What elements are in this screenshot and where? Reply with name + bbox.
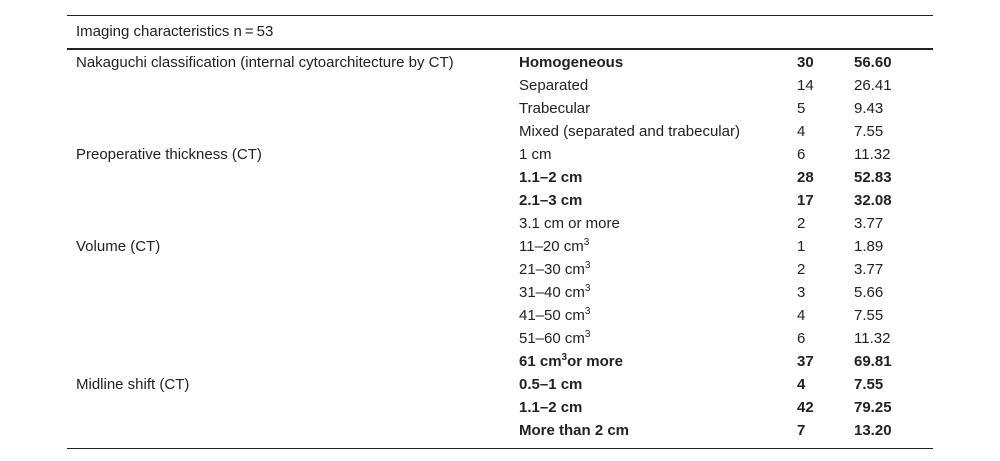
count-cell: 2 [797,215,806,232]
category-cell [519,350,791,373]
count-cell: 7 [797,422,806,439]
category-cell [519,74,791,97]
category-cell [519,189,791,212]
category-cell [519,235,791,258]
percent-cell: 7.55 [854,307,884,324]
category-text: Mixed (separated and trabecular) [519,123,740,140]
category-cell [519,373,791,396]
percent-cell: 11.32 [854,330,891,347]
table-row [67,327,933,350]
table-row [67,281,933,304]
category-cell [519,143,791,166]
count-cell: 17 [797,192,814,209]
percent-cell: 3.77 [854,215,884,232]
row-group-label [67,281,519,304]
table-body [67,50,933,442]
percent-cell: 1.89 [854,238,884,255]
percent-cell: 3.77 [854,261,884,278]
category-text: 2.1–3 cm [519,192,583,209]
category-cell [519,166,791,189]
row-group-label: Volume (CT) [76,238,161,255]
percent-cell: 69.81 [854,353,892,370]
count-cell: 4 [797,376,806,393]
unit-superscript: 3 [583,237,590,248]
category-text: 1.1–2 cm [519,399,583,416]
table-row [67,50,933,74]
category-cell [519,97,791,120]
category-text: 31–40 cm [519,284,585,301]
count-cell: 4 [797,307,806,324]
unit-superscript: 3 [561,352,568,363]
category-cell [519,212,791,235]
row-group-label: Nakaguchi classification (internal cytoarchitecture by CT) [76,54,454,71]
table-row [67,166,933,189]
category-cell [519,258,791,281]
percent-cell: 7.55 [854,123,884,140]
unit-superscript: 3 [584,283,591,294]
table-row [67,143,933,166]
unit-superscript: 3 [584,260,591,271]
category-cell [519,50,791,74]
row-group-label [67,97,519,120]
percent-cell: 26.41 [854,77,892,94]
percent-cell: 56.60 [854,54,892,71]
count-cell: 6 [797,146,806,163]
row-group-label [67,419,519,442]
row-group-label: Midline shift (CT) [76,376,190,393]
category-suffix: or more [567,353,623,370]
category-text: Homogeneous [519,54,624,71]
count-cell: 42 [797,399,814,416]
table-row [67,373,933,396]
category-text: 11–20 cm [519,238,584,255]
count-cell: 5 [797,100,806,117]
category-cell [519,304,791,327]
category-text: 3.1 cm or more [519,215,620,232]
table-row [67,120,933,143]
count-cell: 4 [797,123,806,140]
category-cell [519,327,791,350]
category-text: 1 cm [519,146,552,163]
table-row [67,212,933,235]
percent-cell: 11.32 [854,146,891,163]
imaging-characteristics-table [67,15,933,449]
count-cell: 3 [797,284,806,301]
percent-cell: 7.55 [854,376,884,393]
table-row [67,258,933,281]
category-text: 41–50 cm [519,307,585,324]
count-cell: 2 [797,261,806,278]
percent-cell: 9.43 [854,100,884,117]
table-row [67,350,933,373]
category-cell [519,281,791,304]
category-cell [519,120,791,143]
table-row [67,235,933,258]
percent-cell: 79.25 [854,399,892,416]
count-cell: 14 [797,77,814,94]
table-row [67,74,933,97]
percent-cell: 52.83 [854,169,892,186]
row-group-label [67,189,519,212]
category-text: More than 2 cm [519,422,630,439]
category-text: 61 cm [519,353,562,370]
row-group-label [67,396,519,419]
percent-cell: 13.20 [854,422,892,439]
table-bottom-rule [67,448,933,449]
category-text: Trabecular [519,100,591,117]
row-group-label [67,327,519,350]
table-row [67,304,933,327]
count-cell: 28 [797,169,814,186]
category-text: 51–60 cm [519,330,585,347]
count-cell: 37 [797,353,814,370]
table-header: Imaging characteristics n = 53 [76,23,274,40]
unit-superscript: 3 [584,306,591,317]
row-group-label [67,120,519,143]
count-cell: 6 [797,330,806,347]
unit-superscript: 3 [584,329,591,340]
count-cell: 30 [797,54,814,71]
row-group-label [67,258,519,281]
category-cell [519,419,791,442]
row-group-label [67,304,519,327]
row-group-label [67,212,519,235]
row-group-label: Preoperative thickness (CT) [76,146,262,163]
table-row [67,396,933,419]
row-group-label [67,166,519,189]
percent-cell: 32.08 [854,192,892,209]
table-row [67,419,933,442]
category-text: Separated [519,77,589,94]
category-text: 21–30 cm [519,261,585,278]
category-cell [519,396,791,419]
category-text: 0.5–1 cm [519,376,583,393]
count-cell: 1 [797,238,806,255]
category-text: 1.1–2 cm [519,169,583,186]
row-group-label [67,74,519,97]
table-row [67,189,933,212]
percent-cell: 5.66 [854,284,884,301]
row-group-label [67,350,519,373]
table-row [67,97,933,120]
